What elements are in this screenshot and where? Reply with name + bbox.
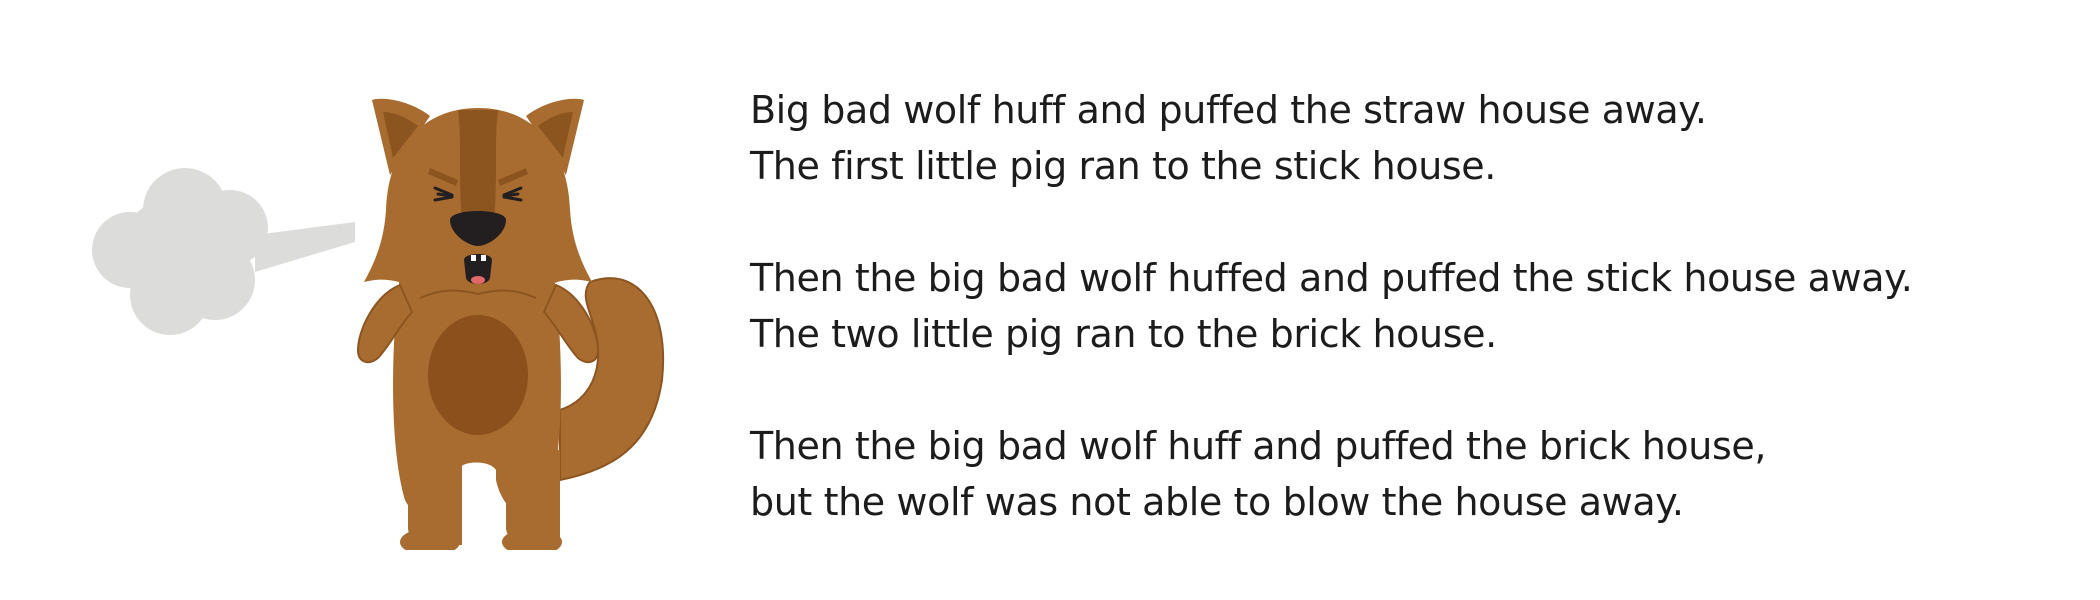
story-stanza-2: [750, 250, 2050, 362]
story-text: [750, 82, 2050, 530]
story-line: Big bad wolf huff and puffed the straw house away.: [750, 88, 1707, 132]
wolf-head-stripe: [458, 110, 498, 220]
wolf-mouth: [464, 254, 492, 284]
story-line: Then the big bad wolf huffed and puffed the stick house away.: [750, 256, 1913, 300]
story-line: but the wolf was not able to blow the house away.: [750, 480, 1684, 524]
wolf-illustration-svg: [90, 50, 690, 550]
wolf-illustration: [90, 50, 690, 550]
story-line: The first little pig ran to the stick house.: [750, 144, 1496, 188]
story-stanza-1: [750, 82, 2050, 194]
story-stanza-3: [750, 418, 2050, 530]
wolf-belly: [428, 315, 528, 435]
story-line: Then the big bad wolf huff and puffed the brick house,: [750, 424, 1767, 468]
story-line: The two little pig ran to the brick house.: [750, 312, 1497, 356]
puff-cloud-icon: [92, 168, 355, 335]
